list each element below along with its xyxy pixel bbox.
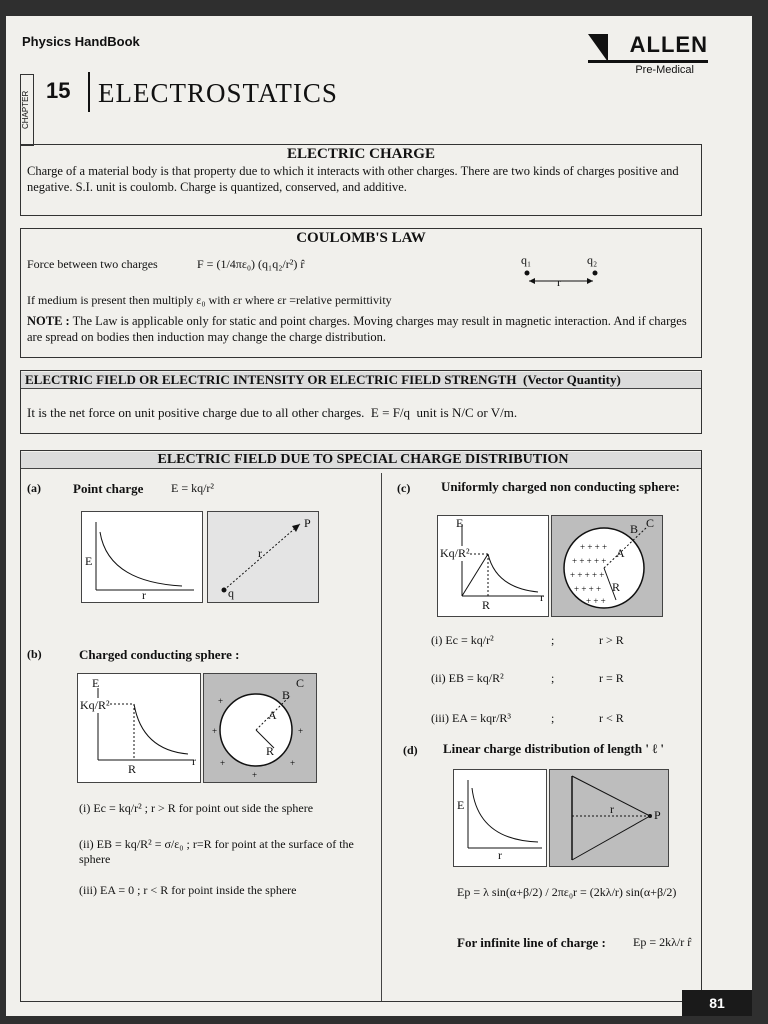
nonconducting-sep-1: ; — [551, 633, 555, 647]
conducting-sphere-panel — [203, 673, 317, 783]
line-charge-formula: Ep = λ sin(α+β/2) / 2πε₀r = (2kλ/r) sin(α+β/2) — [457, 885, 677, 899]
chapter-divider — [88, 72, 90, 112]
electric-charge-box — [20, 144, 702, 216]
graph-e-label-b: E — [92, 676, 100, 690]
electric-field-text — [27, 405, 517, 421]
nonconducting-eq-1: (i) Ec = kq/r² — [431, 633, 494, 647]
kq-r2-label-c: Kq/R² — [440, 546, 470, 560]
conducting-eq-3: (iii) EA = 0 ; r < R for point inside the sphere — [79, 883, 297, 897]
nonconducting-cond-3: r < R — [599, 711, 624, 725]
vector-r-label: r — [258, 546, 262, 560]
field-unit: unit is N/C or V/m. — [416, 405, 518, 420]
nonconducting-sep-3: ; — [551, 711, 555, 725]
conducting-eq-1: (i) Ec = kq/r² ; r > R for point out side the sphere — [79, 801, 314, 815]
coulomb-force-label: Force between two charges — [27, 257, 158, 271]
special-title: ELECTRIC FIELD DUE TO SPECIAL CHARGE DISTRIBUTION — [21, 452, 701, 469]
coulomb-title: COULOMB'S LAW — [296, 230, 426, 246]
field-definition: It is the net force on unit positive charge due to all other charges. — [27, 405, 365, 420]
graph-e-label: E — [85, 554, 93, 568]
charge-q1-label: q₁ — [521, 253, 532, 267]
handbook-page — [6, 16, 752, 1016]
point-p-label-d: P — [654, 808, 661, 822]
item-c-label: (c) — [397, 481, 411, 495]
handbook-title: Physics HandBook — [22, 34, 140, 49]
line-charge-diagram-panel — [549, 769, 669, 867]
item-d-label: (d) — [403, 743, 418, 757]
infinite-line-formula: Ep = 2kλ/r r̂ — [633, 935, 692, 949]
nonconducting-sphere-panel — [551, 515, 663, 617]
electric-field-title: ELECTRIC FIELD OR ELECTRIC INTENSITY OR ELECTRIC FIELD STRENGTH — [25, 372, 517, 387]
nonconducting-cond-1: r > R — [599, 633, 624, 647]
graph-e-label-d: E — [457, 798, 465, 812]
conducting-graph-panel — [77, 673, 201, 783]
svg-text:+ + + +: + + + + — [580, 542, 608, 552]
point-p-label: P — [304, 516, 311, 530]
line-charge-diagram — [550, 770, 668, 866]
vector-quantity: (Vector Quantity) — [522, 372, 621, 387]
electric-field-title-bar — [21, 372, 701, 389]
graph-r-label-d: r — [498, 848, 502, 862]
svg-text:+: + — [218, 696, 224, 706]
svg-text:+ + + +: + + + + — [574, 584, 602, 594]
nonconducting-cond-2: r = R — [599, 671, 624, 685]
chapter-title: ELECTROSTATICS — [98, 78, 338, 108]
page-number: 81 — [682, 990, 752, 1016]
point-b-label-c: B — [630, 522, 639, 536]
header-triangle — [588, 34, 608, 62]
kq-r2-label: Kq/R² — [80, 698, 110, 712]
graph-e-label-c: E — [456, 516, 464, 530]
svg-text:+: + — [298, 726, 304, 736]
brand-underline — [588, 60, 708, 63]
charge-q-label: q — [228, 586, 234, 600]
point-a-label: A — [268, 708, 277, 722]
sphere-r-label: R — [266, 744, 275, 758]
svg-text:+ + + + +: + + + + + — [570, 570, 605, 580]
special-distribution-box — [20, 450, 702, 1002]
nonconducting-sphere-title: Uniformly charged non conducting sphere: — [441, 479, 680, 494]
nonconducting-sep-2: ; — [551, 671, 555, 685]
chapter-side-label: CHAPTER — [20, 74, 34, 146]
point-charge-graph-panel — [81, 511, 203, 603]
point-c-label-c: C — [646, 516, 655, 530]
distance-r-label: r — [557, 275, 561, 289]
point-charge-vector — [208, 512, 318, 602]
electric-charge-title: ELECTRIC CHARGE — [287, 146, 435, 162]
coulomb-formula: F = (1/4πε₀) (q₁q₂/r²) r̂ — [197, 257, 305, 271]
field-formula: E = F/q — [370, 405, 411, 420]
note-text: The Law is applicable only for static and point charges. Moving charges may result in magnetic interaction. And if charges are spread on bodies then induction may change the charge distribution. — [27, 314, 687, 344]
item-b-label: (b) — [27, 647, 42, 661]
electric-charge-text: Charge of a material body is that property due to which it interacts with other charges. There are two kinds of charges positive and negative. S.I. unit is coulomb. Charge is quantized, conserved, and additive. — [27, 164, 679, 194]
line-r-label: r — [610, 802, 614, 816]
coulomb-diagram — [521, 267, 611, 287]
column-divider — [381, 473, 382, 1001]
electric-field-box — [20, 370, 702, 434]
charge-q2-label: q₂ — [587, 253, 598, 267]
nonconducting-graph — [438, 516, 548, 616]
graph-r-label-c: r — [540, 590, 544, 604]
sphere-r-label-c: R — [612, 580, 621, 594]
svg-text:+: + — [290, 758, 296, 768]
svg-text:+ + +: + + + — [586, 596, 606, 606]
nonconducting-graph-panel — [437, 515, 549, 617]
graph-r-label: r — [142, 588, 146, 602]
graph-r-cap-label: R — [128, 762, 137, 776]
point-c-label: C — [296, 676, 305, 690]
line-charge-graph-panel — [453, 769, 547, 867]
coulomb-law-box — [20, 228, 702, 358]
svg-text:+: + — [220, 758, 226, 768]
infinite-line-label: For infinite line of charge : — [457, 935, 606, 950]
point-a-label-c: A — [616, 546, 625, 560]
point-charge-vector-panel — [207, 511, 319, 603]
line-charge-title: Linear charge distribution of length ' ℓ ' — [443, 741, 664, 756]
coulomb-medium-text: If medium is present then multiply ε₀ with εr where εr =relative permittivity — [27, 293, 392, 307]
conducting-sphere-title: Charged conducting sphere : — [79, 647, 240, 662]
svg-text:+: + — [252, 770, 258, 780]
svg-text:+: + — [212, 726, 218, 736]
item-a-label: (a) — [27, 481, 41, 495]
graph-r-label-b: r — [192, 754, 196, 768]
brand-subtitle: Pre-Medical — [635, 64, 694, 76]
nonconducting-eq-2: (ii) EB = kq/R² — [431, 671, 504, 685]
nonconducting-eq-3: (iii) EA = kqr/R³ — [431, 711, 512, 725]
coulomb-note — [21, 313, 703, 345]
point-charge-formula: E = kq/r² — [171, 481, 215, 495]
point-charge-title: Point charge — [73, 481, 144, 496]
svg-text:+ + + + +: + + + + + — [572, 556, 607, 566]
nonconducting-sphere-diagram — [552, 516, 662, 616]
note-label: NOTE : — [27, 314, 70, 328]
graph-r-cap-label-c: R — [482, 598, 491, 612]
chapter-number: 15 — [46, 78, 71, 103]
brand-logo: ALLEN — [629, 32, 708, 57]
conducting-eq-2: (ii) EB = kq/R² = σ/ε₀ ; r=R for point at the surface of the sphere — [79, 837, 354, 866]
point-b-label: B — [282, 688, 291, 702]
